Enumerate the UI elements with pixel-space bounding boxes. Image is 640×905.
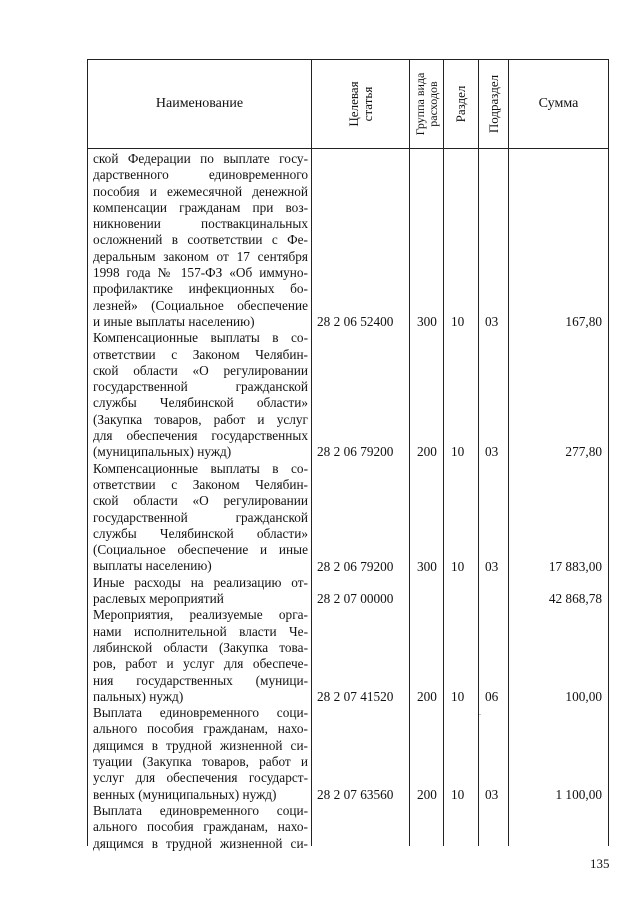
row-name-line: Компенсационные выплаты в со- bbox=[93, 330, 308, 346]
row-name-line: лезней» (Социальное обеспечение bbox=[93, 297, 308, 313]
row-name bbox=[93, 803, 308, 852]
header-sum-cell bbox=[508, 60, 608, 148]
row-name-line: раслевых мероприятий bbox=[93, 591, 224, 607]
row-target-code: 28 2 06 79200 bbox=[317, 558, 394, 574]
row-name-line: Иные расходы на реализацию от- bbox=[93, 574, 308, 590]
column-divider bbox=[508, 148, 509, 846]
row-target-code: 28 2 07 00000 bbox=[317, 591, 394, 607]
row-group-code: 300 bbox=[417, 558, 437, 574]
row-name-line: (Социальное обеспечение и иные bbox=[93, 542, 308, 558]
row-name bbox=[93, 575, 308, 608]
row-target-code: 28 2 06 79200 bbox=[317, 444, 394, 460]
header-sum: Сумма bbox=[538, 96, 579, 111]
header-group-cell bbox=[409, 60, 443, 148]
row-name-line: ской Федерации по выплате госу- bbox=[93, 151, 308, 166]
row-sum: 1 100,00 bbox=[555, 786, 602, 802]
page-number: 135 bbox=[590, 856, 610, 871]
table-header bbox=[88, 60, 608, 149]
row-name-line: дящимся в трудной жизненной си- bbox=[93, 835, 308, 851]
row-sum: 277,80 bbox=[565, 444, 602, 460]
scan-mark: . bbox=[479, 708, 481, 717]
row-name-line: службы Челябинской области» bbox=[93, 525, 308, 541]
row-name-line: пальных) нужд) bbox=[93, 688, 184, 704]
row-name-line: ров, работ и услуг для обеспече- bbox=[93, 656, 308, 672]
row-subsection-code: 06 bbox=[485, 688, 499, 704]
row-name-line: компенсации гражданам при воз- bbox=[93, 199, 308, 215]
row-name-line: венных (муниципальных) нужд) bbox=[93, 786, 277, 802]
row-name-line: нами исполнительной власти Че- bbox=[93, 623, 308, 639]
header-subsection-cell bbox=[478, 60, 508, 148]
column-divider bbox=[443, 148, 444, 846]
row-name-line: ской области «О регулировании bbox=[93, 362, 308, 378]
row-sum: 17 883,00 bbox=[548, 558, 602, 574]
column-divider bbox=[478, 148, 479, 846]
row-name-line: Выплата единовременного соци- bbox=[93, 803, 308, 818]
row-section-code: 10 bbox=[451, 786, 465, 802]
row-name-line: и иные выплаты населению) bbox=[93, 313, 255, 329]
row-name-line: лябинской области (Закупка това- bbox=[93, 639, 308, 655]
row-subsection-code: 03 bbox=[485, 444, 499, 460]
header-target-cell bbox=[311, 60, 409, 148]
row-name-line: дящимся в трудной жизненной си- bbox=[93, 737, 308, 753]
row-name-line: деральным законом от 17 сентября bbox=[93, 248, 308, 264]
header-section-cell bbox=[443, 60, 478, 148]
header-group: Группа вида расходов bbox=[412, 72, 440, 136]
row-name-line: 1998 года № 157-ФЗ «Об иммуно- bbox=[93, 265, 308, 281]
row-name-line: профилактике инфекционных бо- bbox=[93, 281, 308, 297]
row-section-code: 10 bbox=[451, 688, 465, 704]
row-name-line: дарственного единовременного bbox=[93, 167, 308, 183]
row-name-line: выплаты населению) bbox=[93, 558, 212, 574]
row-name bbox=[93, 151, 308, 330]
row-name-line: государственной гражданской bbox=[93, 509, 308, 525]
row-group-code: 200 bbox=[417, 444, 437, 460]
row-section-code: 10 bbox=[451, 314, 465, 329]
row-name-line: ния государственных (муници- bbox=[93, 672, 308, 688]
row-name-line: (муниципальных) нужд) bbox=[93, 444, 232, 460]
row-name-line: для обеспечения государственных bbox=[93, 428, 308, 444]
header-target: Целевая статья bbox=[345, 81, 375, 127]
row-name-line: пособия и ежемесячной денежной bbox=[93, 183, 308, 199]
row-target-code: 28 2 07 63560 bbox=[317, 786, 394, 802]
row-subsection-code: 03 bbox=[485, 558, 499, 574]
header-name-cell bbox=[88, 60, 311, 148]
row-target-code: 28 2 07 41520 bbox=[317, 688, 394, 704]
budget-table bbox=[87, 59, 609, 851]
row-name-line: Выплата единовременного соци- bbox=[93, 705, 308, 721]
header-subsection: Подраздел bbox=[485, 74, 501, 134]
header-section: Раздел bbox=[453, 85, 468, 123]
row-sum: 100,00 bbox=[565, 688, 602, 704]
row-name-line: туации (Закупка товаров, работ и bbox=[93, 754, 308, 770]
row-sum: 167,80 bbox=[565, 314, 602, 329]
row-name-line: ответствии с Законом Челябин- bbox=[93, 346, 308, 362]
column-divider bbox=[409, 148, 410, 846]
row-name-line: государственной гражданской bbox=[93, 379, 308, 395]
row-name-line: службы Челябинской области» bbox=[93, 395, 308, 411]
row-name bbox=[93, 705, 308, 803]
row-name-line: (Закупка товаров, работ и услуг bbox=[93, 411, 308, 427]
row-name-line: осложнений в соответствии с Фе- bbox=[93, 232, 308, 248]
row-group-code: 200 bbox=[417, 688, 437, 704]
row-subsection-code: 03 bbox=[485, 786, 499, 802]
row-name-line: ответствии с Законом Челябин- bbox=[93, 476, 308, 492]
row-name-line: никновении поствакцинальных bbox=[93, 216, 308, 232]
row-name-line: Компенсационные выплаты в со- bbox=[93, 460, 308, 476]
row-name-line: ской области «О регулировании bbox=[93, 493, 308, 509]
row-target-code: 28 2 06 52400 bbox=[317, 314, 394, 329]
row-name-line: Мероприятия, реализуемые орга- bbox=[93, 607, 308, 623]
row-group-code: 300 bbox=[417, 314, 437, 329]
row-sum: 42 868,78 bbox=[548, 591, 602, 607]
row-group-code: 200 bbox=[417, 786, 437, 802]
column-divider bbox=[311, 148, 312, 846]
row-section-code: 10 bbox=[451, 444, 465, 460]
row-section-code: 10 bbox=[451, 558, 465, 574]
row-name-line: ального пособия гражданам, нахо- bbox=[93, 819, 308, 835]
header-name: Наименование bbox=[155, 96, 244, 111]
row-name bbox=[93, 330, 308, 460]
row-subsection-code: 03 bbox=[485, 314, 499, 329]
row-name-line: ального пособия гражданам, нахо- bbox=[93, 721, 308, 737]
row-name-line: услуг для обеспечения государст- bbox=[93, 770, 308, 786]
row-name bbox=[93, 461, 308, 575]
row-name bbox=[93, 607, 308, 705]
